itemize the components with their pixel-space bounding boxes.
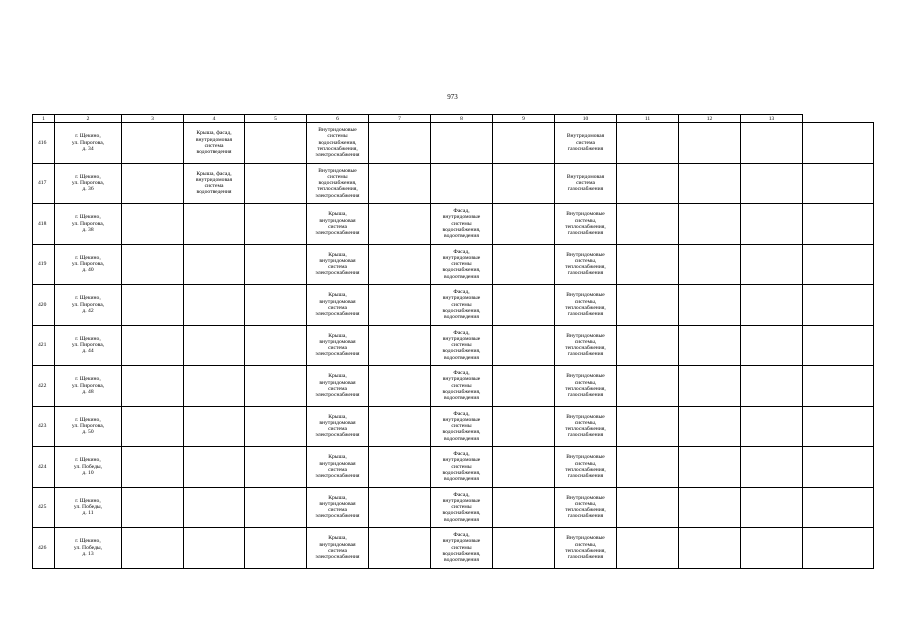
row-number-cell xyxy=(33,487,55,528)
work-cell xyxy=(307,325,369,366)
empty-cell xyxy=(122,204,184,245)
empty-cell xyxy=(245,366,307,407)
address-cell-text: г. Щекино, ул. Пирогова, д. 50 xyxy=(71,416,105,436)
empty-cell xyxy=(617,528,679,569)
empty-cell xyxy=(803,447,874,488)
empty-cell xyxy=(679,366,741,407)
column-header: 4 xyxy=(184,115,245,123)
work-cell xyxy=(307,285,369,326)
address-cell-text: г. Щекино, ул. Победы, д. 11 xyxy=(73,497,103,517)
address-cell xyxy=(55,528,122,569)
empty-cell xyxy=(493,528,555,569)
column-header: 5 xyxy=(245,115,307,123)
empty-cell xyxy=(741,285,803,326)
empty-cell xyxy=(679,487,741,528)
address-cell xyxy=(55,406,122,447)
table-row xyxy=(33,123,874,164)
empty-cell xyxy=(122,123,184,164)
work-cell-text: Крыша, фасад, внутридомовая система водоотведения xyxy=(195,170,233,196)
table-row xyxy=(33,406,874,447)
work-cell xyxy=(431,366,493,407)
address-cell xyxy=(55,325,122,366)
address-cell xyxy=(55,285,122,326)
address-cell-text: г. Щекино, ул. Победы, д. 13 xyxy=(73,538,103,557)
empty-cell xyxy=(122,244,184,285)
work-cell-text: Фасад, внутридомовые системы водоснабжения, водоотведения xyxy=(442,491,481,523)
empty-cell xyxy=(245,447,307,488)
column-header: 6 xyxy=(307,115,369,123)
empty-cell xyxy=(741,123,803,164)
empty-cell xyxy=(493,447,555,488)
empty-cell xyxy=(803,487,874,528)
work-cell xyxy=(431,123,493,164)
row-number-cell xyxy=(33,406,55,447)
empty-cell xyxy=(245,123,307,164)
work-cell-text: Крыша, внутридомовая система электроснабжения xyxy=(315,494,360,520)
empty-cell xyxy=(803,406,874,447)
empty-cell xyxy=(369,447,431,488)
work-cell xyxy=(307,163,369,204)
work-cell xyxy=(431,285,493,326)
address-cell-text: г. Щекино, ул. Пирогова, д. 44 xyxy=(71,335,105,355)
work-cell-text: Крыша, внутридомовая система электроснабжения xyxy=(315,211,360,236)
empty-cell xyxy=(493,366,555,407)
empty-cell xyxy=(741,204,803,245)
table-row xyxy=(33,325,874,366)
empty-cell xyxy=(803,163,874,204)
row-number-cell-text: 417 xyxy=(38,180,47,187)
work-cell xyxy=(555,528,617,569)
table-row xyxy=(33,244,874,285)
empty-cell xyxy=(245,528,307,569)
work-cell xyxy=(184,528,245,569)
address-cell-text: г. Щекино, ул. Пирогова, д. 34 xyxy=(71,133,105,152)
column-header: 10 xyxy=(555,115,617,123)
address-cell xyxy=(55,366,122,407)
empty-cell xyxy=(245,204,307,245)
empty-cell xyxy=(679,447,741,488)
empty-cell xyxy=(741,325,803,366)
work-cell-text: Внутридомовая система газоснабжения xyxy=(566,173,605,193)
work-cell-text: Внутридомовые системы, теплоснабжения, газоснабжения xyxy=(565,454,606,479)
work-cell xyxy=(184,487,245,528)
work-cell xyxy=(555,406,617,447)
work-cell xyxy=(184,244,245,285)
empty-cell xyxy=(679,163,741,204)
work-cell-text: Внутридомовые системы водоснабжения, теплоснабжения, электроснабжения xyxy=(315,167,360,199)
address-cell xyxy=(55,204,122,245)
address-cell-text: г. Щекино, ул. Пирогова, д. 48 xyxy=(71,376,105,395)
row-number-cell-text: 418 xyxy=(38,220,47,227)
empty-cell xyxy=(122,487,184,528)
work-cell-text: Внутридомовые системы, теплоснабжения, газоснабжения xyxy=(565,251,606,277)
table-row xyxy=(33,366,874,407)
empty-cell xyxy=(617,406,679,447)
empty-cell xyxy=(617,487,679,528)
empty-cell xyxy=(369,487,431,528)
work-cell-text: Внутридомовые системы, теплоснабжения, газоснабжения xyxy=(565,292,606,317)
work-cell-text: Фасад, внутридомовые системы водоснабжения, водоотведения xyxy=(442,532,481,564)
work-cell xyxy=(184,163,245,204)
table-row xyxy=(33,204,874,245)
empty-cell xyxy=(679,406,741,447)
work-cell xyxy=(555,204,617,245)
empty-cell xyxy=(679,528,741,569)
empty-cell xyxy=(369,244,431,285)
row-number-cell xyxy=(33,366,55,407)
empty-cell xyxy=(679,285,741,326)
row-number-cell xyxy=(33,163,55,204)
empty-cell xyxy=(122,447,184,488)
work-cell xyxy=(307,487,369,528)
empty-cell xyxy=(741,163,803,204)
work-cell-text: Внутридомовая система газоснабжения xyxy=(566,133,605,152)
empty-cell xyxy=(741,447,803,488)
row-number-cell xyxy=(33,285,55,326)
empty-cell xyxy=(617,163,679,204)
work-cell xyxy=(555,366,617,407)
empty-cell xyxy=(369,366,431,407)
work-cell xyxy=(307,123,369,164)
work-cell xyxy=(555,244,617,285)
work-cell-text: Фасад, внутридомовые системы водоснабжения, водоотведения xyxy=(442,248,481,280)
work-cell-text: Внутридомовые системы, теплоснабжения, газоснабжения xyxy=(565,373,606,398)
work-cell-text: Фасад, внутридомовые системы водоснабжения, водоотведения xyxy=(442,208,481,240)
work-cell-text: Фасад, внутридомовые системы водоснабжения, водоотведения xyxy=(442,370,481,402)
empty-cell xyxy=(369,285,431,326)
empty-cell xyxy=(803,285,874,326)
work-cell xyxy=(184,123,245,164)
table-body xyxy=(33,115,874,569)
table-row xyxy=(33,487,874,528)
empty-cell xyxy=(122,325,184,366)
empty-cell xyxy=(803,366,874,407)
empty-cell xyxy=(617,325,679,366)
row-number-cell-text: 422 xyxy=(38,382,47,389)
work-cell xyxy=(555,325,617,366)
row-number-cell xyxy=(33,325,55,366)
address-cell xyxy=(55,447,122,488)
table-row xyxy=(33,447,874,488)
work-cell xyxy=(307,244,369,285)
empty-cell xyxy=(369,528,431,569)
address-cell-text: г. Щекино, ул. Пирогова, д. 38 xyxy=(71,214,105,233)
empty-cell xyxy=(245,406,307,447)
work-cell xyxy=(307,204,369,245)
empty-cell xyxy=(369,406,431,447)
work-cell-text: Крыша, внутридомовая система электроснабжения xyxy=(315,373,360,398)
work-cell-text: Фасад, внутридомовые системы водоснабжения, водоотведения xyxy=(442,289,481,321)
work-cell xyxy=(307,406,369,447)
work-cell-text: Крыша, внутридомовая система электроснабжения xyxy=(315,413,360,439)
work-cell xyxy=(431,325,493,366)
empty-cell xyxy=(122,406,184,447)
address-cell xyxy=(55,244,122,285)
empty-cell xyxy=(493,325,555,366)
table-row xyxy=(33,285,874,326)
column-header: 8 xyxy=(431,115,493,123)
work-cell xyxy=(184,447,245,488)
work-cell xyxy=(555,163,617,204)
empty-cell xyxy=(741,244,803,285)
table-row xyxy=(33,528,874,569)
empty-cell xyxy=(741,487,803,528)
work-cell-text: Фасад, внутридомовые системы водоснабжения, водоотведения xyxy=(442,451,481,483)
empty-cell xyxy=(617,244,679,285)
work-cell-text: Внутридомовые системы, теплоснабжения, газоснабжения xyxy=(565,332,606,358)
empty-cell xyxy=(369,204,431,245)
column-header: 2 xyxy=(55,115,122,123)
work-cell xyxy=(431,406,493,447)
column-header: 11 xyxy=(617,115,679,123)
work-cell xyxy=(184,285,245,326)
work-cell-text: Внутридомовые системы, теплоснабжения, газоснабжения xyxy=(565,535,606,560)
row-number-cell xyxy=(33,447,55,488)
empty-cell xyxy=(122,366,184,407)
empty-cell xyxy=(679,204,741,245)
work-cell-text: Крыша, фасад, внутридомовая система водоотведения xyxy=(195,130,233,155)
work-cell-text: Фасад, внутридомовые системы водоснабжения, водоотведения xyxy=(442,329,481,361)
row-number-cell xyxy=(33,244,55,285)
empty-cell xyxy=(679,325,741,366)
empty-cell xyxy=(122,285,184,326)
empty-cell xyxy=(617,204,679,245)
empty-cell xyxy=(803,204,874,245)
column-header: 12 xyxy=(679,115,741,123)
row-number-cell-text: 421 xyxy=(38,342,47,349)
empty-cell xyxy=(803,244,874,285)
work-cell xyxy=(431,528,493,569)
work-cell-text: Крыша, внутридомовая система электроснабжения xyxy=(315,535,360,560)
work-cell xyxy=(184,406,245,447)
empty-cell xyxy=(741,406,803,447)
work-cell xyxy=(184,325,245,366)
empty-cell xyxy=(369,163,431,204)
column-header: 3 xyxy=(122,115,184,123)
row-number-cell-text: 423 xyxy=(38,423,47,430)
empty-cell xyxy=(493,406,555,447)
work-cell-text: Крыша, внутридомовая система электроснабжения xyxy=(315,292,360,317)
column-header: 1 xyxy=(33,115,55,123)
work-cell xyxy=(184,366,245,407)
table-header-row xyxy=(33,115,874,123)
empty-cell xyxy=(679,123,741,164)
work-cell xyxy=(431,163,493,204)
work-cell xyxy=(307,447,369,488)
row-number-cell-text: 420 xyxy=(38,301,47,308)
work-cell-text: Крыша, внутридомовая система электроснабжения xyxy=(315,332,360,358)
work-cell xyxy=(555,123,617,164)
address-cell-text: г. Щекино, ул. Пирогова, д. 40 xyxy=(71,254,105,274)
empty-cell xyxy=(493,285,555,326)
empty-cell xyxy=(493,163,555,204)
row-number-cell-text: 424 xyxy=(38,463,47,470)
row-number-cell-text: 425 xyxy=(38,504,47,511)
work-cell xyxy=(431,447,493,488)
row-number-cell xyxy=(33,204,55,245)
work-cell xyxy=(431,204,493,245)
work-cell xyxy=(307,366,369,407)
empty-cell xyxy=(493,487,555,528)
work-cell xyxy=(431,244,493,285)
empty-cell xyxy=(122,528,184,569)
page-number: 973 xyxy=(447,93,458,101)
empty-cell xyxy=(369,325,431,366)
empty-cell xyxy=(617,366,679,407)
empty-cell xyxy=(245,285,307,326)
empty-cell xyxy=(617,123,679,164)
empty-cell xyxy=(493,123,555,164)
address-cell-text: г. Щекино, ул. Пирогова, д. 36 xyxy=(71,173,105,193)
row-number-cell xyxy=(33,528,55,569)
empty-cell xyxy=(493,244,555,285)
empty-cell xyxy=(122,163,184,204)
column-header: 9 xyxy=(493,115,555,123)
address-cell-text: г. Щекино, ул. Победы, д. 10 xyxy=(73,457,103,476)
work-cell xyxy=(555,285,617,326)
empty-cell xyxy=(245,163,307,204)
work-cell xyxy=(184,204,245,245)
work-cell-text: Внутридомовые системы, теплоснабжения, газоснабжения xyxy=(565,211,606,236)
empty-cell xyxy=(245,325,307,366)
work-cell xyxy=(307,528,369,569)
empty-cell xyxy=(245,244,307,285)
work-cell-text: Фасад, внутридомовые системы водоснабжения, водоотведения xyxy=(442,410,481,442)
empty-cell xyxy=(493,204,555,245)
address-cell xyxy=(55,123,122,164)
address-cell xyxy=(55,487,122,528)
work-cell-text: Внутридомовые системы, теплоснабжения, газоснабжения xyxy=(565,494,606,520)
empty-cell xyxy=(617,447,679,488)
work-cell-text: Внутридомовые системы, теплоснабжения, газоснабжения xyxy=(565,413,606,439)
empty-cell xyxy=(741,528,803,569)
address-cell xyxy=(55,163,122,204)
empty-cell xyxy=(803,123,874,164)
work-cell xyxy=(431,487,493,528)
work-cell xyxy=(555,447,617,488)
work-cell-text: Внутридомовые системы водоснабжения, теплоснабжения, электроснабжения xyxy=(315,127,360,159)
column-header: 7 xyxy=(369,115,431,123)
repair-schedule-table xyxy=(32,114,874,569)
row-number-cell-text: 416 xyxy=(38,139,47,146)
empty-cell xyxy=(679,244,741,285)
address-cell-text: г. Щекино, ул. Пирогова, д. 42 xyxy=(71,295,105,314)
work-cell xyxy=(555,487,617,528)
empty-cell xyxy=(741,366,803,407)
empty-cell xyxy=(803,325,874,366)
work-cell-text: Крыша, внутридомовая система электроснабжения xyxy=(315,251,360,277)
work-cell-text: Крыша, внутридомовая система электроснабжения xyxy=(315,454,360,479)
empty-cell xyxy=(803,528,874,569)
column-header: 13 xyxy=(741,115,803,123)
row-number-cell-text: 419 xyxy=(38,261,47,268)
empty-cell xyxy=(245,487,307,528)
empty-cell xyxy=(617,285,679,326)
empty-cell xyxy=(369,123,431,164)
row-number-cell xyxy=(33,123,55,164)
table-row xyxy=(33,163,874,204)
row-number-cell-text: 426 xyxy=(38,544,47,551)
